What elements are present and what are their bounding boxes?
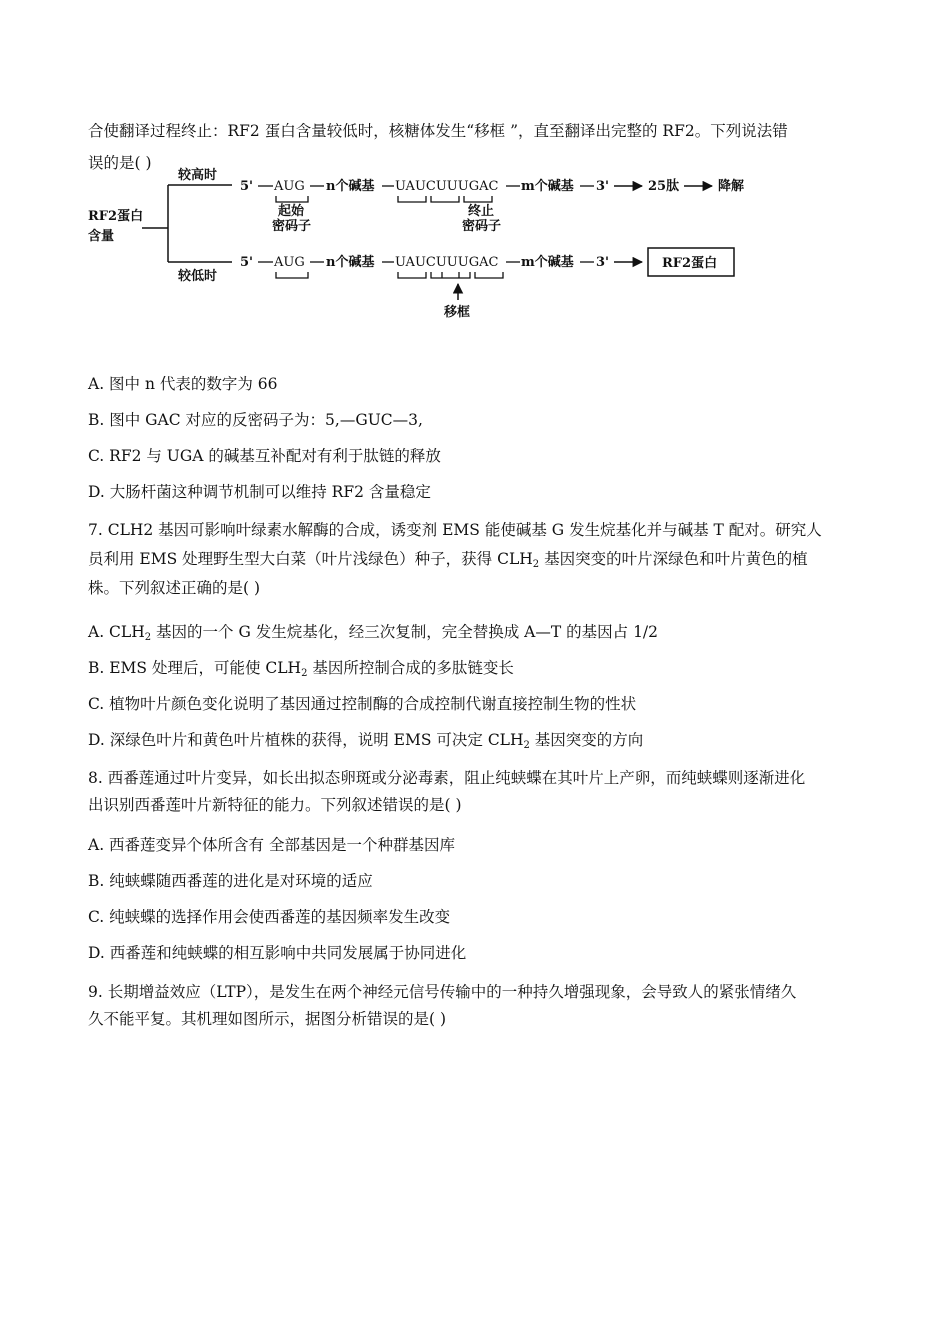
low-label: 较低时 xyxy=(178,269,218,284)
q6-option-a[interactable]: A. 图中 n 代表的数字为 66 xyxy=(88,375,278,393)
n-bases-bottom: n个碱基 xyxy=(326,255,375,270)
translation-diagram xyxy=(80,160,780,325)
five-prime-top: 5' xyxy=(240,179,254,194)
q6-option-b[interactable]: B. 图中 GAC 对应的反密码子为：5,—GUC—3, xyxy=(88,411,423,429)
q7-stem-line-3: 株。下列叙述正确的是( ) xyxy=(88,579,261,597)
m-bases-top: m个碱基 xyxy=(521,179,574,194)
q7-stem-line-2: 员利用 EMS 处理野生型大白菜（叶片浅绿色）种子，获得 $CLH_2$ 基因突变的叶片深绿色和叶片黄色的植 xyxy=(88,550,808,570)
seq-top: UAUCUUUGAC xyxy=(395,179,499,194)
aug-top: AUG xyxy=(274,179,305,194)
three-prime-bottom: 3' xyxy=(596,255,610,270)
degrade-label: 降解 xyxy=(718,179,745,194)
q7-option-c[interactable]: C. 植物叶片颜色变化说明了基因通过控制酶的合成控制代谢直接控制生物的性状 xyxy=(88,695,637,713)
intro-line-2: 误的是( ) xyxy=(88,154,152,172)
q8-option-b[interactable]: B. 纯蛱蝶随西番莲的进化是对环境的适应 xyxy=(88,872,373,890)
start-codon-label-2: 密码子 xyxy=(272,219,312,234)
q7-option-a[interactable]: A. $CLH_2$ 基因的一个 G 发生烷基化，经三次复制，完全替换成 A—T 的基因占 1/2 xyxy=(88,623,659,643)
q7-option-d[interactable]: D. 深绿色叶片和黄色叶片植株的获得，说明 EMS 可决定 $CLH_2$ 基因突变的方向 xyxy=(88,731,644,751)
rf2-content-label-2: 含量 xyxy=(88,229,115,244)
q7-option-b[interactable]: B. EMS 处理后，可能使 $CLH_2$ 基因所控制合成的多肽链变长 xyxy=(88,659,514,679)
q9-stem-line-1: 9. 长期增益效应（LTP），是发生在两个神经元信号传输中的一种持久增强现象，会导致人的紧张情绪久 xyxy=(88,983,797,1001)
intro-line-1: 合使翻译过程终止：RF2 蛋白含量较低时，核糖体发生“移框 ”，直至翻译出完整的 RF2。下列说法错 xyxy=(88,122,788,140)
aug-bottom: AUG xyxy=(274,255,305,270)
peptide-25: 25肽 xyxy=(648,179,680,194)
rf2-protein-box: RF2蛋白 xyxy=(662,256,718,271)
five-prime-bottom: 5' xyxy=(240,255,254,270)
stop-codon-label: 终止 xyxy=(468,204,495,219)
q7-stem-line-1: 7. CLH2 基因可影响叶绿素水解酶的合成，诱变剂 EMS 能使碱基 G 发生烷基化并与碱基 T 配对。研究人 xyxy=(88,521,822,539)
three-prime-top: 3' xyxy=(596,179,610,194)
seq-bottom: UAUCUUUGAC xyxy=(395,255,499,270)
q8-stem-line-1: 8. 西番莲通过叶片变异，如长出拟态卵斑或分泌毒素，阻止纯蛱蝶在其叶片上产卵，而纯蛱蝶则逐渐进化 xyxy=(88,769,806,787)
rf2-content-label: RF2蛋白 xyxy=(88,209,144,224)
q8-option-c[interactable]: C. 纯蛱蝶的选择作用会使西番莲的基因频率发生改变 xyxy=(88,908,451,926)
high-label: 较高时 xyxy=(178,168,218,183)
q8-option-a[interactable]: A. 西番莲变异个体所含有 全部基因是一个种群基因库 xyxy=(88,836,455,854)
frameshift-label: 移框 xyxy=(444,305,471,320)
stop-codon-label-2: 密码子 xyxy=(462,219,502,234)
q6-option-d[interactable]: D. 大肠杆菌这种调节机制可以维持 RF2 含量稳定 xyxy=(88,483,431,501)
start-codon-label: 起始 xyxy=(278,204,305,219)
q6-option-c[interactable]: C. RF2 与 UGA 的碱基互补配对有利于肽链的释放 xyxy=(88,447,441,465)
q8-stem-line-2: 出识别西番莲叶片新特征的能力。下列叙述错误的是( ) xyxy=(88,796,462,814)
n-bases-top: n个碱基 xyxy=(326,179,375,194)
m-bases-bottom: m个碱基 xyxy=(521,255,574,270)
q8-option-d[interactable]: D. 西番莲和纯蛱蝶的相互影响中共同发展属于协同进化 xyxy=(88,944,467,962)
q9-stem-line-2: 久不能平复。其机理如图所示，据图分析错误的是( ) xyxy=(88,1010,447,1028)
